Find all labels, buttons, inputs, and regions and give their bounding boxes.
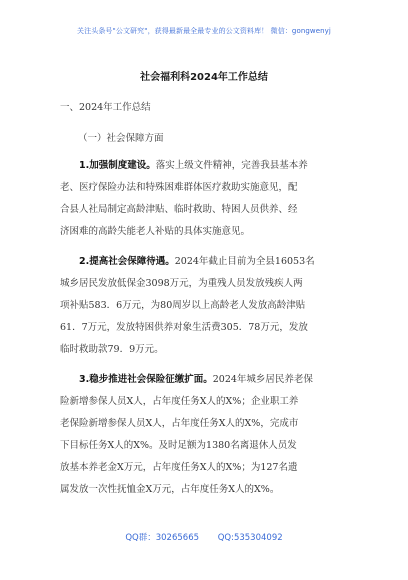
paragraph-line	[60, 155, 358, 177]
paragraph-line: 属发放一次性抚恤金X万元，占年度任务X人的X%。	[60, 484, 280, 495]
paragraph-insurance	[60, 369, 358, 501]
section-heading: 一、2024年工作总结	[60, 102, 151, 113]
paragraph-line	[60, 251, 358, 273]
paragraph-line: 险新增参保人员X人，占年度任务X人的X%；企业职工养	[60, 396, 299, 407]
paragraph-line: 项补贴583．6万元，为80周岁以上高龄老人发放高龄津贴	[60, 300, 306, 311]
paragraph-text: 2024年城乡居民养老保	[212, 374, 313, 385]
qq-contact: QQ:535304092	[217, 533, 283, 543]
paragraph-lead: 1.加强制度建设。	[79, 160, 156, 171]
paragraph-system-building	[60, 155, 358, 243]
paragraph-line: 济困难的高龄失能老人补贴的具体实施意见。	[60, 226, 251, 237]
paragraph-line	[60, 369, 358, 391]
promo-banner: 关注头条号"公文研究"，获得最新最全最专业的公文资料库！ 微信：gongwenyj	[77, 27, 331, 35]
paragraph-line: 临时救助款79．9万元。	[60, 344, 164, 355]
paragraph-line: 合县人社局制定高龄津贴、临时救助、特困人员供养、经	[60, 204, 298, 215]
paragraph-benefits	[60, 251, 358, 361]
paragraph-lead: 3.稳步推进社会保险征缴扩面。	[79, 374, 213, 385]
paragraph-line: 老、医疗保险办法和特殊困难群体医疗救助实施意见，配	[60, 182, 298, 193]
paragraph-text: 2024年截止目前为全县16053名	[174, 256, 315, 267]
document-title: 社会福利科2024年工作总结	[140, 72, 268, 83]
paragraph-line: 61．7万元，发放特困供养对象生活费305．78万元，发放	[60, 322, 308, 333]
qq-group: QQ群：30265665	[125, 533, 200, 543]
paragraph-line: 放基本养老金X万元，占年度任务X人的X%；为127名遗	[60, 462, 298, 473]
paragraph-text: 落实上级文件精神，完善我县基本养	[155, 160, 308, 171]
paragraph-line: 下目标任务X人的X%。及时足额为1380名离退休人员发	[60, 440, 297, 451]
paragraph-line: 老保险新增参保人员X人，占年度任务X人的X%，完成市	[60, 418, 299, 429]
paragraph-line: 城乡居民发放低保金3098万元，为重残人员发放残疾人两	[60, 278, 303, 289]
paragraph-lead: 2.提高社会保障待遇。	[79, 256, 175, 267]
subsection-heading: （一）社会保障方面	[78, 133, 164, 144]
contact-footer	[0, 531, 408, 543]
